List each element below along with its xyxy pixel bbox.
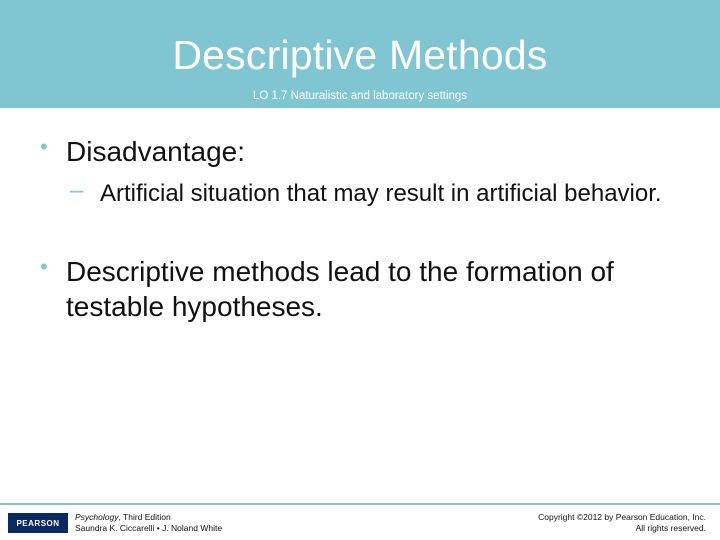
bullet-2 — [40, 254, 690, 324]
footer-copyright — [538, 512, 706, 534]
sub-bullet-marker: – — [70, 177, 84, 204]
bullet-text: Descriptive methods lead to the formation of testable hypotheses. — [66, 256, 614, 322]
bullet-1 — [40, 134, 700, 169]
rights-text: All rights reserved. — [635, 523, 706, 533]
bullet-text: Disadvantage: — [66, 136, 246, 167]
sub-bullet-text: Artificial situation that may result in artificial behavior. — [100, 180, 662, 207]
bullet-marker: • — [40, 254, 48, 279]
sub-bullet-1 — [70, 177, 670, 211]
book-title: Psychology — [75, 512, 119, 522]
bullet-marker: • — [40, 134, 48, 159]
footer-book-info — [75, 512, 222, 534]
copyright-text: Copyright ©2012 by Pearson Education, Inc. — [538, 512, 706, 522]
footer-divider — [0, 503, 720, 505]
book-edition: , Third Edition — [118, 512, 171, 522]
slide-subtitle: LO 1.7 Naturalistic and laboratory settings — [252, 90, 468, 102]
slide-header — [0, 0, 720, 108]
slide-title: Descriptive Methods — [172, 32, 548, 78]
pearson-logo: PEARSON — [8, 513, 68, 533]
book-authors: Saundra K. Ciccarelli • J. Noland White — [75, 523, 223, 533]
